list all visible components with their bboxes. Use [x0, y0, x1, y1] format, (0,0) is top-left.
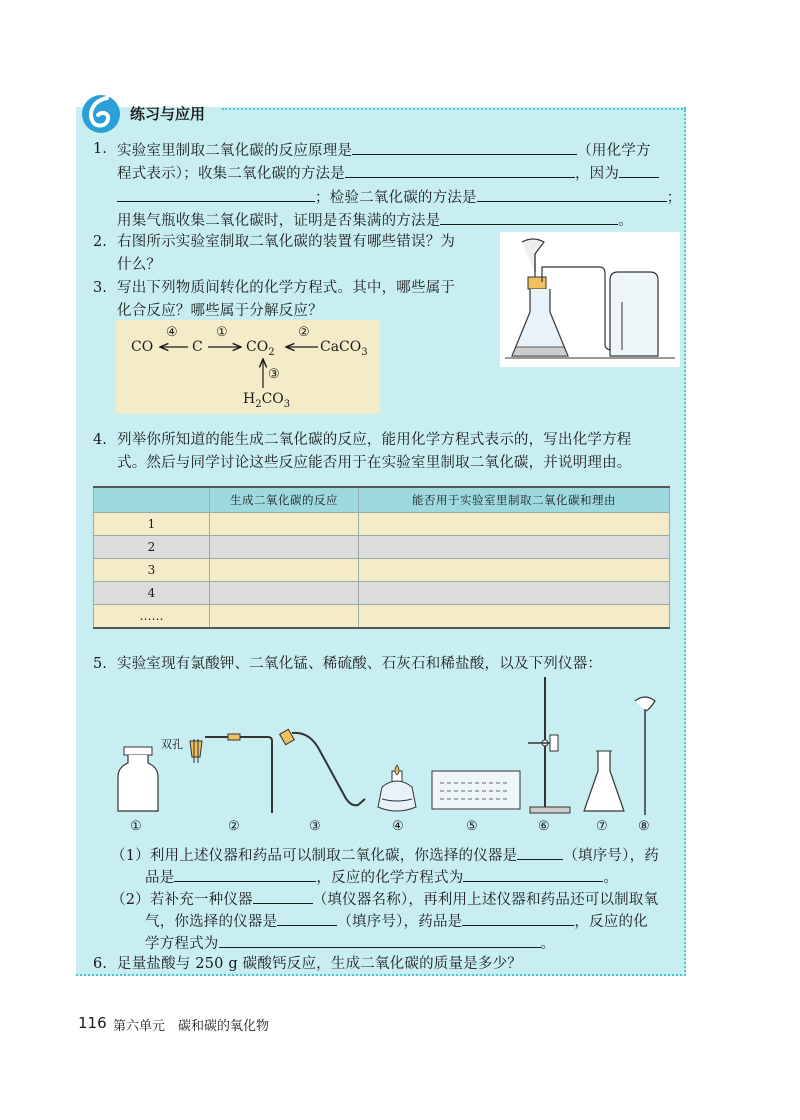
- instrument-label-3: ③: [309, 819, 321, 834]
- table-cell[interactable]: [359, 605, 670, 629]
- co2-reactions-table: [93, 486, 670, 629]
- long-neck-funnel-icon: [635, 697, 655, 815]
- q3-line2: 化合反应？哪些属于分解反应？: [117, 303, 323, 319]
- q6-number: 6.: [93, 956, 107, 972]
- reaction-arrows: [116, 320, 380, 414]
- q1-number: 1.: [93, 141, 107, 157]
- table-header: 能否用于实验室里制取二氧化碳和理由: [359, 487, 670, 513]
- table-cell[interactable]: [359, 536, 670, 559]
- marker-1: ①: [216, 325, 228, 340]
- chapter-title: 第六单元 碳和碳的氧化物: [113, 1019, 270, 1034]
- q2-line1: 右图所示实验室制取二氧化碳的装置有哪些错误？为: [117, 234, 456, 250]
- table-cell[interactable]: [359, 582, 670, 605]
- q1-line2: 程式表示）；收集二氧化碳的方法是 ，因为: [117, 163, 659, 183]
- header-divider: [222, 108, 686, 110]
- delivery-tube-icon: [280, 729, 365, 805]
- row-number: 1: [94, 513, 210, 536]
- marker-3: ③: [268, 367, 280, 382]
- table-cell[interactable]: [210, 582, 359, 605]
- q5-sub2-line2: 气，你选择的仪器是 （填序号），药品是 ，反应的化: [145, 911, 648, 931]
- table-row: [94, 559, 670, 582]
- instruments-figure: [110, 675, 670, 820]
- marker-4: ④: [166, 325, 178, 340]
- instrument-label-7: ⑦: [596, 819, 608, 834]
- hole-label: 双孔: [161, 738, 183, 751]
- species-co2: $CO_2$: [246, 339, 275, 358]
- bottle-icon: [118, 747, 158, 811]
- q5-number: 5.: [93, 656, 107, 672]
- conical-flask-icon: [584, 751, 624, 811]
- table-cell[interactable]: [359, 513, 670, 536]
- iron-stand-icon: [528, 677, 570, 813]
- q5-sub1-line1: （1）利用上述仪器和药品可以制取二氧化碳，你选择的仪器是 （填序号），药: [111, 845, 659, 865]
- q2-line2: 什么？: [117, 257, 162, 273]
- q3-number: 3.: [93, 280, 107, 296]
- row-number: 4: [94, 582, 210, 605]
- q1-line3: ；检验二氧化碳的方法是 ；: [117, 187, 681, 207]
- instrument-label-1: ①: [130, 819, 142, 834]
- q4-number: 4.: [93, 432, 107, 448]
- section-title: 练习与应用: [130, 105, 206, 123]
- marker-2: ②: [298, 325, 310, 340]
- table-cell[interactable]: [359, 559, 670, 582]
- exercise-logo-icon: [80, 92, 122, 134]
- species-caco3: CaCO$_3$: [320, 339, 368, 358]
- table-cell[interactable]: [210, 536, 359, 559]
- table-cell[interactable]: [210, 559, 359, 582]
- row-number: ……: [94, 605, 210, 629]
- instrument-label-6: ⑥: [538, 819, 550, 834]
- table-row: [94, 605, 670, 629]
- table-cell[interactable]: [210, 513, 359, 536]
- species-co: CO: [131, 339, 154, 355]
- q4-line1: 列举你所知道的能生成二氧化碳的反应，能用化学方程式表示的，写出化学方程: [117, 432, 632, 448]
- two-hole-stopper-icon: [190, 739, 202, 763]
- row-number: 2: [94, 536, 210, 559]
- q3-line1: 写出下列物质间转化的化学方程式。其中，哪些属于: [117, 280, 456, 296]
- q1-line1: 实验室里制取二氧化碳的反应原理是 （用化学方: [117, 140, 651, 160]
- q5-sub2-line1: （2）若补充一种仪器 （填仪器名称），再利用上述仪器和药品还可以制取氧: [111, 889, 658, 909]
- table-row: [94, 536, 670, 559]
- page-number: 116: [78, 1014, 107, 1032]
- q2-number: 2.: [93, 234, 107, 250]
- instrument-label-8: ⑧: [638, 819, 650, 834]
- q5-line1: 实验室现有氯酸钾、二氧化锰、稀硫酸、石灰石和稀盐酸，以及下列仪器：: [117, 656, 603, 672]
- bent-tube-icon: [205, 734, 272, 813]
- q1-line4: 用集气瓶收集二氧化碳时，证明是否集满的方法是 。: [117, 210, 633, 230]
- q5-sub1-line2: 品是 ，反应的化学方程式为 。: [145, 867, 618, 887]
- q5-sub2-line3: 学方程式为 。: [145, 933, 555, 953]
- species-h2co3: $H_2CO_3$: [243, 391, 291, 410]
- alcohol-lamp-icon: [378, 765, 416, 811]
- table-cell[interactable]: [210, 605, 359, 629]
- co2-apparatus-figure: [500, 232, 680, 367]
- table-row: [94, 513, 670, 536]
- q4-line2: 式。然后与同学讨论这些反应能否用于在实验室里制取二氧化碳，并说明理由。: [117, 455, 632, 471]
- instrument-label-2: ②: [228, 819, 240, 834]
- table-row: [94, 582, 670, 605]
- table-header: [94, 487, 210, 513]
- instrument-label-4: ④: [392, 819, 404, 834]
- q6-text: 足量盐酸与 250 g 碳酸钙反应，生成二氧化碳的质量是多少？: [117, 956, 522, 972]
- table-header: 生成二氧化碳的反应: [210, 487, 359, 513]
- instrument-label-5: ⑤: [466, 819, 478, 834]
- water-trough-icon: [432, 771, 520, 809]
- row-number: 3: [94, 559, 210, 582]
- species-c: C: [192, 339, 203, 355]
